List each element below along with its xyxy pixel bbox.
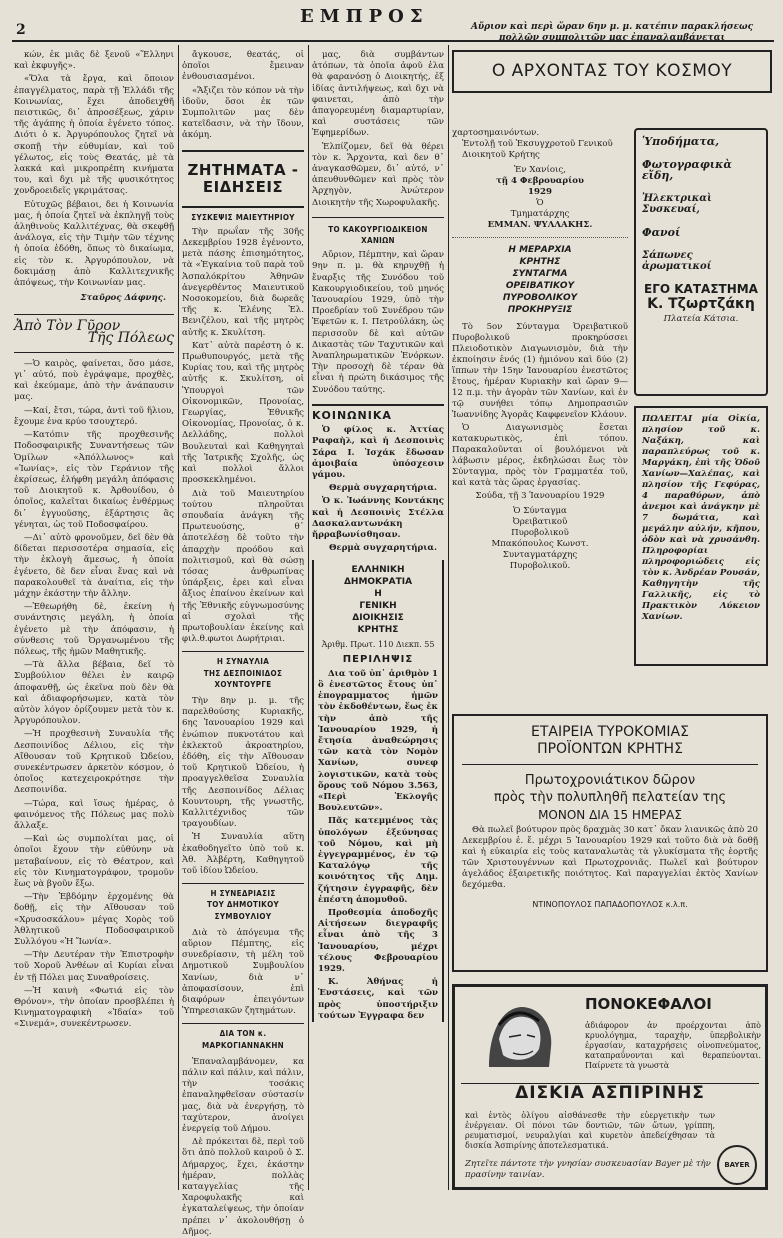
col3-para: Προθεσμία ἀποδοχῆς Αἰτήσεων διεγραφῆς εἶναι ἀπὸ τῆς 3 Ἰανουαρίου, μέχρι τέλους Φεβρουαρίου 1929. bbox=[318, 908, 438, 975]
cheese-footer: ΝΤΙΝΟΠΟΥΛΟΣ ΠΑΠΑΔΟΠΟΥΛΟΣ κ.λ.π. bbox=[532, 900, 688, 909]
col2-para: Διὰ τὸ ἀπόγευμα τῆς αὔριον Πέμπτης, εἰς συνεδρίασιν, τὴ μέλη τοῦ Δημοτικοῦ Συμβουλίου Χανίων, διὰ ν᾽ ἀποφασίσουν, ἐπὶ διαφόρων ἐπειγόντων Ὑπηρεσιακῶν ζητημάτων. bbox=[182, 927, 304, 1017]
orb-para: Τὸ 5ον Σύνταγμα Ὀρειβατικοῦ Πυροβολικοῦ προκηρύσσει Πλειοδοτικὸν Διαγωνισμὸν, διὰ τὴν ἐκποίησιν ἑνός (1) ἡμιόνου καὶ δύο (2) ἵππων τὴν 15ην Ἰανουαρίου ἐνεστῶτος ἔτους, ἡμέραν Κυριακὴν καὶ ὥραν 9—12 π.μ. τὴν ἀγορὰν τῶν Χανίων, καὶ ἐν τῷ συνήθει τόπῳ Δημοπρασιῶν Ἰωαννίδης Ἀγορᾶς Καφφενεῖον Κλάουν. bbox=[452, 322, 628, 420]
col4-left bbox=[452, 128, 628, 708]
aspirin-footer: Ζητεῖτε πάντοτε τὴν γνησίαν συσκευασίαν Bayer μὲ τὴν πρασίνην ταινίαν. bbox=[465, 1159, 711, 1180]
col1-para: —Ὁ καιρὸς, φαίνεται, ὅσο μάσε, γι᾽ αὐτό, ποὺ ἐγράψαμε, προχθὲς, καὶ ἐκεύμαμε, ἀπὸ τὴν ἀνάπαυσιν μας. bbox=[14, 358, 174, 403]
notice-line: Ἐντολῇ τοῦ Ἐκσυγχροτοῦ Γενικοῦ Διοικητοῦ Κρήτης bbox=[462, 139, 613, 160]
col1-para: —Κατόπιν τῆς προχθεσινῆς Ποδοσφαιρικῆς Συναντήσεως τῶν Ὁμίλων «Ἀπόλλωνος» καὶ «Ἰωνίας», εἰς τὸν Γεράνιον τῆς ἐκρίσεως, ἐλήφθη μεγάλη ἀπόφασις τοῦ Διοικητοῦ κ. Ἀρθουίδου, ὁ ὁποῖος, καλεῖται δικαίως ἐνθέρμως δι᾽ ἐγγυοῦσης, ἑξάρτησις ἂς γένηται, ὡς τοῦ Ποδοσφαίρου. bbox=[14, 430, 174, 530]
aspirin-text: ἀδιάφορον ἀν προέρχονται ἀπὸ κρυολόγημα, ταραχὴν, ὑπερβολικὴν ἐργασίαν, καταχρήσεις οἰνοπνεύματος, καταπραΰνονται καὶ θεραπεύονται. Παίρνετε τὰ γνωστὰ bbox=[585, 1021, 761, 1070]
col2-para: Δὲ πρόκειται δὲ, περὶ τοῦ ὅτι ἀπὸ πολλοῦ καιροῦ ὁ Σ. Δήμαρχος, ἔχει, ἑκάστην ἡμέραν, πολλὰς καταγγελίας τῆς Χαροφυλακῆς καὶ ἐγκαταλείψεως, τὴν ὁποίαν πρέπει ν᾽ ἀκολουθήσῃ ὁ Δῆμος. bbox=[182, 1137, 304, 1237]
orb-para: Ὁ Διαγωνισμὸς ἔσεται κατακυρωτικὸς, ἐπὶ τόπου. Παρακαλοῦνται οἱ βουλόμενοι νὰ λάβωσιν μέρος, ἐκδηλώσαι ἔως τὸν Σύνταγμα, πρὸς τὸν Γραμματέα τοῦ, καὶ κατὰ τὰς ὥρας ἐργασίας. bbox=[452, 423, 628, 488]
col3-para: Ὁ φίλος κ. Ἀττίας Ραφαὴλ, καὶ ἡ Δεσποινὶς Σάρα Ι. Ἰσχάκ ἔδωσαν ἀμοιβαία ὑπόσχεσιν γάμου. bbox=[312, 425, 444, 480]
col1-para: —Ἐθεωρήθη δὲ, ἐκείνη ἡ συνάντησις μεγάλη, ἡ ὁποία ἐγένετο μὲ τὴν ἀπόφασιν, ἡ σύνθεσις τοῦ Ὀργανωμένου τῆς πόλεως, τῆς ἡμῶν Μαθητικῆς. bbox=[14, 602, 174, 657]
store-ad bbox=[634, 128, 768, 396]
notice-line: Ὁ bbox=[536, 198, 544, 208]
store-line: Ὑποδήματα, bbox=[642, 135, 720, 148]
column-2 bbox=[182, 50, 304, 1237]
sub-syskeipsis: ΣΥΣΚΕΨΙΣ ΜΑΙΕΥΤΗΡΙΟΥ bbox=[191, 212, 295, 222]
col3-para: Κ. Ἀθήνας ἡ Ἐνστάσεις, καὶ τῶν πρὸς ὑποστήριξιν τούτων Ἐγγραφα δεν bbox=[318, 977, 438, 1021]
col1-para: «Ὅλα τὰ ἔργα, καὶ ὅποιον ἐπαγγέλματος, παρὰ τῇ Ἑλλάδι τῆς Κοινωνίας, ἔχει ἀποδειχθῆ πειστικῶς, δι᾽ ἀπροσέξεως, χάριν τῆς ἀγάπης ἡ ὁποία ἐγένετο τόπος. Διότι ὁ κ. Ἀργυρόπουλος ζητεῖ νὰ σκοπῇ τὴν εὐθυμίαν, καὶ τοῦ γέλωτος, εἰς τοὺς Θεατάς, μὲ τὰ λακκά καὶ μικροπρέπη κινήματα του, καὶ δχι μὲ τῆς φυσικότητος χονδροειδεῖς γκριμάτσας. bbox=[14, 74, 174, 197]
orb-sign: Ὁ Σύνταγμα Ὀρειβατικοῦ Πυροβολικοῦ Μπακόπουλος Κωνστ. Συνταγματάρχης Πυροβολικοῦ. bbox=[491, 506, 589, 571]
col2-para: Διὰ τοῦ Μαιευτηρίου τούτου πληροῦται σπουδαία ἀνάγκη τῆς Πρωτευούσης, θ᾽ ἀποτελέσῃ δὲ τοῦτο τὴν ἀπαρχὴν προόδου καὶ πολιτισμοῦ, καὶ θὰ σώσῃ τόσας ἀνθρωπίνας ὑπάρξεις, ἐρει καὶ εἶναι ἄξιος ἐπαίνου ἐκείνων καὶ τῆς Ἐθνικῆς εὐγνωμοσύνης αἱ σχολαὶ τῆς πρωτοβουλίαν ἐκείνης καὶ φιλ.θ.φωτοι Δωρήτριαι. bbox=[182, 488, 304, 645]
col2-para: «Ἄξιζει τὸν κόπον νὰ τὴν ἰδοῦν, ὅσοι ἐκ τῶν Συμπολιτῶν μας δὲν κατεῖδασιν, νὰ τὴν ἴδουν, ἀκόμη. bbox=[182, 85, 304, 141]
col1-para: Εὐτυχῶς βέβαιοι, δει ἡ Κοινωνία μας, ἡ ὁποία ζητεῖ νὰ ἐκπληγῇ τοὺς ἀληθινοὺς Καλλιτέχνας, θὰ σκεφθῇ ἀνάλογα, εἰς τὴν Τιμὴν τῶν τέχνης ἡ ὁποία ἐδόθη, ὅπως τὸ δικαίωμα, εἰς τὸν κ. Ἀργυρόπουλον, νὰ δοκιμάσῃ ἀπὸ Καλλιτεχνικῆς ἀπόψεως, τὴν Κοινωνίαν μας. bbox=[14, 199, 174, 289]
col2-para: Ἐπαναλαμβάνομεν, κα πάλιν καὶ πάλιν, καὶ πάλιν, τὴν τοσάκις ἐπαναληφθεῖσαν σύστασίν μας, διὰ νὰ ἐνεργήσῃ, τὸ ταχύτερον, ἀνοίγει ἐνεργείᾳ τοῦ Δήμου. bbox=[182, 1056, 304, 1135]
portrait-illustration bbox=[469, 997, 569, 1069]
notice-title: ΠΕΡΙΛΗΨΙΣ bbox=[342, 653, 414, 665]
notice-line: τῇ 4 Φεβρουαρίου bbox=[495, 176, 584, 186]
col3-para: Ἐλπίζομεν, δεῖ θὰ θέρει τὸν κ. Ἄρχοντα, καὶ δεν θ᾽ ἀναγκασθῶμεν, δι᾽ αὐτό, ν᾽ ἀπευθυνθῶμεν καὶ πρὸς τὸν Ἀρχηγὸν, Ἀνώτερον Διοικητὴν τῆς Χωροφυλακῆς. bbox=[312, 141, 444, 208]
col2-para: Κατ᾽ αὐτὰ παρέστη ὁ κ. Πρωθυπουργός, μετὰ τῆς Κυρίας του, καὶ τῆς μητρὸς αὐτῆς κ. Σκυλίτση, οἱ Ὑπουργοὶ τῶν Οἰκονομικῶν, Προνοίας, Γεωργίας, Ἐθνικῆς Οἰκονομίας, Προνοίας, ὁ κ. Δελλάδης, πολλοὶ Βουλευταὶ καὶ Καθηγηταὶ τῆς Ἰατρικῆς Σχολῆς, ὡς καὶ πολλοὶ ἄλλοι προσκεκλημένοι. bbox=[182, 340, 304, 486]
column-1 bbox=[14, 50, 174, 1190]
bayer-logo: BAYER bbox=[717, 1145, 757, 1185]
sub-synedriasis: Η ΣΥΝΕΔΡΙΑΣΙΣ ΤΟΥ ΔΗΜΟΤΙΚΟΥ ΣΥΜΒΟΥΛΙΟΥ bbox=[182, 883, 304, 922]
sale-text: ΠΩΛΕΙΤΑΙ μία Οἰκία, πλησίον τοῦ κ. Ναξάκη, καὶ παραπλεύρως τοῦ κ. Μαργάκη, ἐπὶ τῆς Ὁδοῦ Χανίων—Χαλέπας, καὶ πλησίον τῆς Γεφύρας, 4 παραθύρων, ἀπὸ ἀνεμοι καὶ ἀνάγκην μὲ 7 δωμάτια, καὶ μεγάλην αὐλήν, κῆπου, ὁδὸν καὶ νὰ χρυσάνθη. Πληροφορίαι πληροφοριώδεις εἰς τὸν κ. Ἀνδρέαν Ρουσάν, Καθηγητὴν τῆς Γαλλικῆς, εἰς τὸ Πρακτικὸν Λύκειον Χανίων. bbox=[642, 414, 760, 622]
cheese-ad bbox=[452, 714, 768, 972]
col2-para: Τὴν 8ην μ. μ. τῆς παρελθούσης Κυριακῆς, 6ης Ἰανουαρίου 1929 καὶ ἐνώπιον πυκνοτάτου καὶ ἐκλεκτοῦ ἀκροατηρίου, ἐδόθη, εἰς τὴν Αἴθουσαν τοῦ Κρητικοῦ Ὠδείου, ἡ προαγγελθεῖσα Συναυλία τῆς Δεσποινίδος Δέλιας Κουντουρη, τῆς γνωστῆς, Καλλιτέχνιδος τῶν τραγουδίων. bbox=[182, 695, 304, 830]
cheese-days: ΜΟΝΟΝ ΔΙΑ 15 ΗΜΕΡΑΣ bbox=[538, 808, 682, 822]
cheese-text: Θὰ πωλεῖ βούτυρον πρὸς δραχμὰς 30 κατ᾽ ὄκαν λιανικῶς ἀπὸ 20 Δεκεμβρίου ἐ. ἔ. μέχρι 5 Ἰανουαρίου 1929 καὶ τοῦτο διὰ νὰ δοθῇ καὶ ἡ εὐκαιρία εἰς τοὺς καταναλωτὰς τὰ γλυκίσματα τῆς ἑορτῆς τῶν Χριστουγέννων καὶ Πρωτοχρονιᾶς. Πωλεῖ καὶ βούτυρον ἀγελάδος ἐξαιρετικῆς ποιότητος. Καὶ παραγγελίαι ἐκτὸς Χανίων δεχόμεθα. bbox=[462, 825, 758, 890]
section-title-gyros: Ἀπὸ Τὸν Γῦρον Τῆς Πόλεως bbox=[14, 314, 174, 352]
notice-line: ΕΜΜΑΝ. ΨΥΛΛΑΚΗΣ. bbox=[487, 220, 593, 230]
col3-para: Πᾶς κατεμμένος τὰς ὑπολόγων ἐξεύνησας τοῦ Νόμου, καὶ μὴ ἐγγεγραμμένος, ἐν τῷ Καταλόγῳ τῆς κοινότητος τῆς Δημ. ζήτησιν ἐγγραφῆς, δὲν ἐπέστη ἀπομυθοῦ. bbox=[318, 816, 438, 905]
aspirin-text2: καὶ ἐντὸς ὀλίγου αἰσθάνεσθε τὴν εὐεργετικὴν των ἐνέργειαν. Οἱ πόνοι τῶν δοντιῶν, τῶν ὤτων, γρίππη, ρευματισμοί, νευραλγίαι καὶ κυρετὸν ἀπεδείχθησαν τὰ δισκία Ἀσπιρίνης ἀποτελεσματικά. bbox=[465, 1111, 715, 1150]
notice-line: Ἐν Χανίοις, bbox=[514, 165, 566, 175]
col1-para: —Ἡ προχθεσινὴ Συναυλία τῆς Δεσποινίδος Δέλιου, εἰς τὴν Αἴθουσαν τοῦ Κρητικοῦ Ὠδείου, συνεκέντρωσεν ἀρκετὸν κόσμον, ὁ ὁποῖος κατεχειροκρότησε τὴν Δεσποινίδα. bbox=[14, 729, 174, 796]
notice-box bbox=[312, 560, 444, 1022]
cinema-top-italic: Αὔριον καὶ περὶ ὥραν 6ην μ. μ. κατέπιν παρακλήσεως πολλῶν συμπολιτῶν μας ἐπαναλαμβάνεται bbox=[470, 22, 754, 43]
page-number: 2 bbox=[16, 22, 26, 38]
store-line: Φανοί bbox=[642, 226, 681, 239]
sub-synavlia: Η ΣΥΝΑΥΛΙΑ ΤΗΣ ΔΕΣΠΟΙΝΙΔΟΣ ΧΟΥΝΤΟΥΡΓΕ bbox=[182, 651, 304, 690]
sale-notice bbox=[634, 406, 768, 666]
title-koinonika: ΚΟΙΝΩΝΙΚΑ bbox=[312, 404, 444, 421]
column-3 bbox=[312, 50, 444, 1190]
notice-line: 1929 bbox=[528, 187, 552, 197]
aspirin-brand: ΔΙΣΚΙΑ ΑΣΠΙΡΙΝΗΣ bbox=[461, 1083, 759, 1099]
store-line: Σάπωνες ἀρωματικοί bbox=[642, 250, 712, 272]
store-title: ΕΓΟ ΚΑΤΑΣΤΗΜΑ bbox=[644, 282, 758, 296]
col3-para: μας, διὰ συμβάντων ἀτόπων, τὰ ὁποῖα ἀφοῦ ἐλα θὰ φαρανόσῃ ὁ Διοικητής, ἐξ ἰδίας ἀντιλήψεως, καὶ δχι νὰ φαινεται, ἀπὸ τὴν ἀπαγορευμένη διαμαρτυρίαν, καὶ συστάσεις τῶν Ἐφημερίδων. bbox=[312, 50, 444, 139]
masthead: ΕΜΠΡΟΣ bbox=[300, 6, 429, 27]
aspirin-title: ΠΟΝΟΚΕΦΑΛΟΙ bbox=[585, 995, 712, 1013]
col3-para: Θερμὰ συγχαρητήρια. bbox=[328, 483, 438, 494]
cinema-title: Ο ΑΡΧΟΝΤΑΣ ΤΟΥ ΚΟΣΜΟΥ bbox=[452, 50, 772, 93]
notice-meta: Ἀριθμ. Πρωτ. 110 Διεκπ. 55 bbox=[321, 640, 435, 650]
orb-para: Σούδα, τῇ 3 Ἰανουαρίου 1929 bbox=[475, 491, 605, 501]
col3-para: Ὁ κ. Ἰωάννης Κοντάκης καὶ ἡ Δεσποινὶς Στέλλα Δασκαλαντωνάκη ἤρραβωνίσθησαν. bbox=[312, 496, 444, 540]
col3-para: Αὔριον, Πέμπτην, καὶ ὥραν 9ην π. μ. θὰ κηρυχθῇ ἡ ἔναρξις τῆς Συνόδου τοῦ Κακουργιοδικείου, τοῦ μηνός Ἰανουαρίου 1929, ὑπὸ τὴν Προεδρίαν τοῦ Συνέδρου τῶν Ἐφετῶν κ. Ι. Πετρούλάκη, ὡς περισσοῦν δὲ καὶ αὐτῶν Δικαστὰς τῶν Ταχυτικῶν καὶ Ἀναπληρωματικῶν Ἐνόρκων. Τὴν προσοχὴ δὲ τέραν θὰ εἶναι ἡ πρώτη δικάσιμος τῆς Συνόδου ταύτης. bbox=[312, 250, 444, 395]
col3-para: Δια τοῦ ὑπ᾽ ἀριθμὸν 1 ὃ ἐνεστῶτος ἔτους ὑπ᾽ ἐπογραμματος ἡμῶν τὸν ἐκδοθέντων, ἕως ἐκ τὴν ἀπὸ τῆς Ἰανουαρίου 1929, ἡ ἔτησία ἀναθεώρησις τῶν κατὰ τὸν Νομὸν Χανίων, συνεφ λογιστικῶν, κατὰ τοὺς ὅρους τοῦ Νόμου 3.563, «Περὶ Ἐκλογῆς Βουλευτῶν». bbox=[318, 668, 438, 814]
store-line: Ἠλεκτρικαὶ Συσκευαί, bbox=[642, 193, 712, 215]
store-addr: Πλατεία Κάτσια. bbox=[663, 314, 739, 324]
col1-para: κών, ἐκ μιᾶς δὲ ξενοῦ «Ἕλληνι καὶ ἐκφυγῆς». bbox=[14, 50, 174, 72]
aspirin-ad bbox=[452, 984, 768, 1190]
sub-kakourgiodikeio: ΤΟ ΚΑΚΟΥΡΓΙΟΔΙΚΕΙΟΝ ΧΑΝΙΩΝ bbox=[312, 217, 444, 246]
store-name: Κ. Τζωρτζάκη bbox=[647, 296, 755, 312]
orb-header: Η ΜΕΡΑΡΧΙΑ ΚΡΗΤΗΣ ΣΥΝΤΑΓΜΑ ΟΡΕΙΒΑΤΙΚΟΥ ΠΥΡΟΒΟΛΙΚΟΥ ΠΡΟΚΗΡΥΞΙΣ bbox=[502, 245, 578, 315]
col1-para: —Τὰ ἄλλα βέβαια, δεῖ τὸ Συμβούλιον θέλει ἐν καιρῷ ἀποφανθῇ, ὡς ἐκεῖνα ποὺ δὲν θὰ καὶ ἀδιαφορήσωμεν, κατὰ τὸν αὐτὸν λόγον ὁρίζουμεν μετὰ τὸν κ. Ἀργυρόπουλον. bbox=[14, 660, 174, 727]
col1-para: —Τὴν Δευτέραν τὴν Ἐπιστροφὴν τοῦ Χοροῦ Ἀνθέων αἱ Κυρίαι εἶναι ἐν τῇ Πόλει μας Συναθροίσεις. bbox=[14, 950, 174, 983]
col1-para: —Τώρα, καὶ ἴσως ἡμέρας, ὁ φαινόμενος τῆς Πόλεως μας πολὺ ἄλλαξε. bbox=[14, 798, 174, 831]
col3-para: Θερμὰ συγχαρητήρια. bbox=[328, 543, 438, 554]
col2-para: Τὴν πρωΐαν τῆς 30ῆς Δεκεμβρίου 1928 ἐγένοντο, μετὰ πάσης ἐπισημότητος, τὰ «Ἐγκαίνια τοῦ παρὰ τοῦ Ἀσπαλόκρίτου Ἀθηνῶν ἀνεγερθέντος Μαιευτικοῦ Νοσοκομείου, διὰ δωρεᾶς τῆς κ. Ἐλένης Ἐλ. Βενιζέλου, καὶ τῆς μητρὸς αὐτῆς κ. Σκυλίτση. bbox=[182, 226, 304, 338]
col2-para: Ἡ Συναυλία αὕτη ἐκαθοδηγεῖτο ὑπὸ τοῦ κ. Ἀθ. Ἀλβέρτη, Καθηγητοῦ τοῦ ἰδίου Ὠδείου. bbox=[182, 832, 304, 876]
signature: Σταῦρος Δάφνης. bbox=[80, 293, 166, 304]
sub-markogiannaki: ΔΙΑ ΤΟΝ κ. ΜΑΡΚΟΓΙΑΝΝΑΚΗΝ bbox=[182, 1023, 304, 1050]
col1-para: —Καὶ ὡς συμπολίται μας, οἱ ὁποῖοι ἔχουν τὴν εὐθύνην νὰ μεταβαίνουν, εἰς τὸ Θέατρον, καὶ εἰς τὸν Κινηματογράφον, τρομοῦν ἕως νὰ βγοῦν ἔξω. bbox=[14, 834, 174, 890]
store-line: Φωτογραφικὰ εἴδη, bbox=[642, 158, 732, 182]
col1-para: —Δι᾽ αὐτὸ φρονοῦμεν, δεῖ δὲν θὰ δίδεται περισσοτέρα σημασία, εἰς τὴν ἐκλογὴ ἄμεσως, ἡ ὁποία ἐγένετο, δὲ δεν εἶναι ἕνας καὶ νὰ παρακολουθεῖ τὰ ἀναίτια, εἰς τὴν μάχην ἐκάστην τὴν ἄλλην. bbox=[14, 532, 174, 599]
col2-para: ἄγκουσε, θεατάς, οἱ ὁποῖοι ἔμειναν ἐνθουσιασμένοι. bbox=[182, 50, 304, 83]
column-4 bbox=[452, 22, 772, 1192]
col1-para: —Ἡ καινὴ «Φωτιά εἰς τὸν Θρόνον», τὴν ὁποίαν προσβλέπει ἡ Κινηματογραφικὴ «Ἰδαία» τοῦ «Σινεμά», συνεκέντρωσεν. bbox=[14, 985, 174, 1030]
col1-para: —Τὴν Ἑβδόμην ἐρχομένης θὰ δοθῇ, εἰς τὴν Αἴθουσαν τοῦ «Χρυσοσκάλου» μέγας Χορὸς τοῦ Ἀθλητικοῦ Ποδοσφαιρικοῦ Συλλόγου «Ἡ Ἴωνία». bbox=[14, 892, 174, 948]
notice-line: χαρτοσημαινόντων. bbox=[452, 128, 540, 138]
notice-header: ΕΛΛΗΝΙΚΗ ΔΗΜΟΚΡΑΤΙΑ Η ΓΕΝΙΚΗ ΔΙΟΙΚΗΣΙΣ ΚΡΗΤΗΣ bbox=[343, 565, 413, 636]
notice-line: Τμηματάρχης bbox=[510, 209, 570, 219]
cheese-gift: Πρωτοχρονιάτικον δῶρον πρὸς τὴν πολυπληθῆ πελατείαν της bbox=[493, 773, 727, 805]
title-zitimata: ΖΗΤΗΜΑΤΑ - ΕΙΔΗΣΕΙΣ bbox=[182, 150, 304, 208]
col1-para: —Καί, ἔτσι, τώρα, ἀντὶ τοῦ ἥλιου, ἔχουμε ἐνα κρύο τσουχτερό. bbox=[14, 405, 174, 427]
cheese-title: ΕΤΑΙΡΕΙΑ ΤΥΡΟΚΟΜΙΑΣ ΠΡΟΪΟΝΤΩΝ ΚΡΗΤΗΣ bbox=[531, 724, 689, 757]
